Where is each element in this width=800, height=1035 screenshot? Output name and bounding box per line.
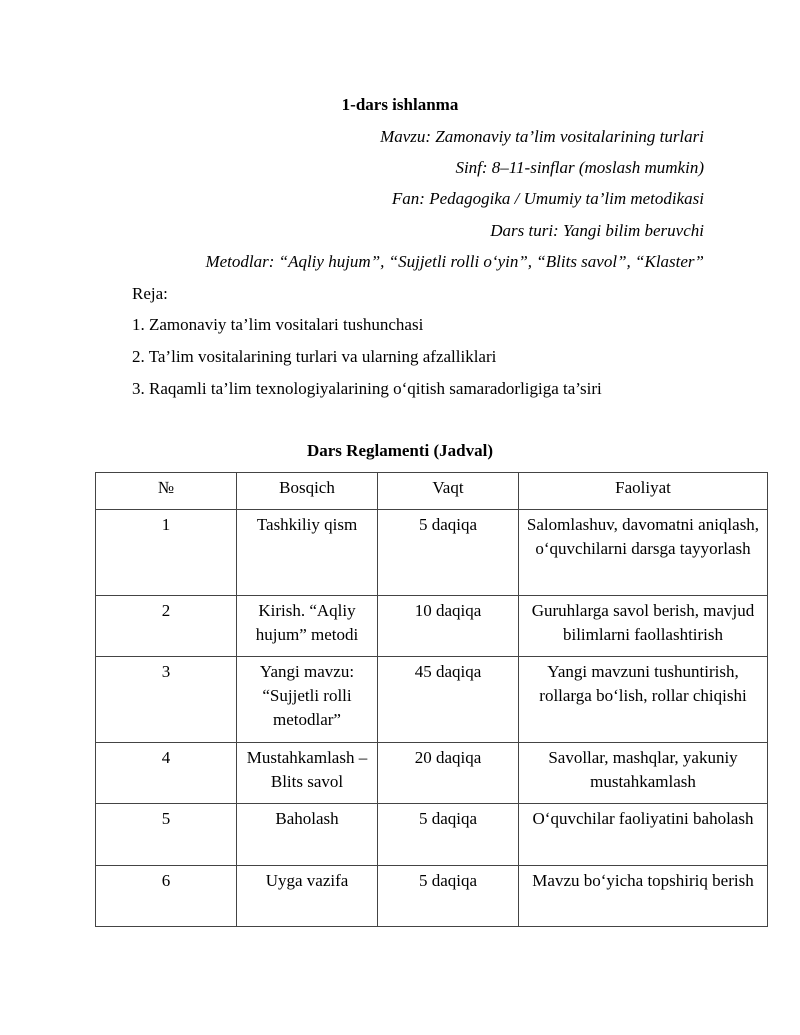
cell-bosqich: Yangi mavzu: “Sujjetli rolli metodlar” [237, 657, 378, 743]
header-faoliyat: Faoliyat [519, 473, 768, 510]
table-row [96, 596, 768, 657]
cell-number: 2 [96, 596, 237, 657]
cell-vaqt: 45 daqiqa [378, 657, 519, 743]
cell-vaqt: 20 daqiqa [378, 743, 519, 804]
meta-fan: Fan: Pedagogika / Umumiy ta’lim metodikasi [391, 189, 704, 208]
cell-faoliyat: Mavzu bo‘yicha topshiriq berish [519, 866, 768, 927]
cell-bosqich: Uyga vazifa [237, 866, 378, 927]
cell-bosqich: Mustahkamlash – Blits savol [237, 743, 378, 804]
cell-faoliyat: Salomlashuv, davomatni aniqlash, o‘quvchilarni darsga tayyorlash [519, 510, 768, 596]
cell-vaqt: 5 daqiqa [378, 866, 519, 927]
reja-item: 3. Raqamli ta’lim texnologiyalarining o‘qitish samaradorligiga ta’siri [132, 379, 602, 398]
lesson-title: 1-dars ishlanma [341, 95, 459, 114]
cell-faoliyat: Yangi mavzuni tushuntirish, rollarga bo‘lish, rollar chiqishi [519, 657, 768, 743]
table-header-row [96, 473, 768, 510]
table-row [96, 657, 768, 743]
cell-bosqich: Baholash [237, 804, 378, 866]
meta-mavzu: Mavzu: Zamonaviy ta’lim vositalarining turlari [380, 127, 704, 146]
reglament-table [95, 472, 768, 927]
cell-number: 5 [96, 804, 237, 866]
cell-number: 1 [96, 510, 237, 596]
cell-faoliyat: Savollar, mashqlar, yakuniy mustahkamlash [519, 743, 768, 804]
meta-sinf: Sinf: 8–11-sinflar (moslash mumkin) [455, 158, 704, 177]
cell-faoliyat: O‘quvchilar faoliyatini baholash [519, 804, 768, 866]
header-bosqich: Bosqich [237, 473, 378, 510]
cell-vaqt: 5 daqiqa [378, 510, 519, 596]
table-title: Dars Reglamenti (Jadval) [306, 441, 494, 460]
cell-bosqich: Tashkiliy qism [237, 510, 378, 596]
table-row [96, 743, 768, 804]
table-row [96, 866, 768, 927]
cell-number: 4 [96, 743, 237, 804]
header-number: № [96, 473, 237, 510]
header-vaqt: Vaqt [378, 473, 519, 510]
cell-faoliyat: Guruhlarga savol berish, mavjud bilimlarni faollashtirish [519, 596, 768, 657]
cell-number: 6 [96, 866, 237, 927]
meta-metodlar: Metodlar: “Aqliy hujum”, “Sujjetli rolli o‘yin”, “Blits savol”, “Klaster” [205, 252, 704, 271]
reja-item: 2. Ta’lim vositalarining turlari va ularning afzalliklari [132, 347, 497, 366]
cell-number: 3 [96, 657, 237, 743]
reja-item: 1. Zamonaviy ta’lim vositalari tushunchasi [132, 315, 424, 334]
table-row [96, 510, 768, 596]
reja-heading: Reja: [132, 284, 168, 303]
cell-vaqt: 5 daqiqa [378, 804, 519, 866]
cell-vaqt: 10 daqiqa [378, 596, 519, 657]
cell-bosqich: Kirish. “Aqliy hujum” metodi [237, 596, 378, 657]
table-row [96, 804, 768, 866]
meta-dars-turi: Dars turi: Yangi bilim beruvchi [490, 221, 704, 240]
